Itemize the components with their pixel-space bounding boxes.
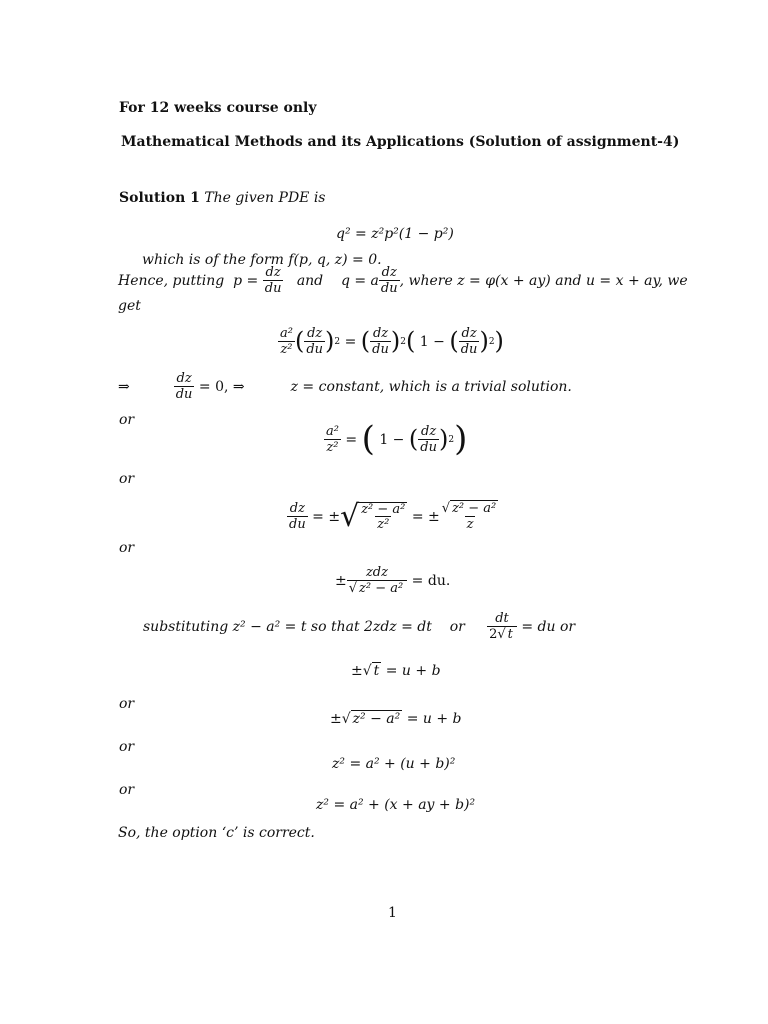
eq-zero: = 0, ⇒ bbox=[198, 378, 245, 395]
pde-equation: q² = z²p²(1 − p²) bbox=[336, 226, 454, 242]
result-4: z² = a² + (x + ay + b)² bbox=[316, 797, 476, 813]
or-3: or bbox=[119, 540, 135, 556]
trivial-line: ⇒ $\frac{dz}{du}$ = 0, ⇒ z = constant, which is a trivial solution. bbox=[118, 371, 572, 402]
equation-3: $\frac{dz}{du}$ = ± √ $\frac{\text{z² − a²}}{\text{z²}}$ = ± $\frac{\text{√ z² − a²}}{z}$ bbox=[289, 498, 497, 534]
equation-1: $\frac{\text{a²}}{\text{z²}}$ ( $\frac{dz}{du}$ ) 2 = ( $\frac{dz}{du}$ ) 2 ( 1 − ( $\frac{dz}{du}$ ) 2 ) bbox=[280, 326, 504, 357]
solution-intro: The given PDE is bbox=[204, 190, 326, 206]
form-text: which is of the form f(p, q, z) = 0. bbox=[142, 252, 382, 268]
and-word: and bbox=[296, 272, 324, 289]
q-eq: q = a bbox=[340, 272, 379, 289]
substitution-line: substituting z² − a² = t so that 2zdz = dt or $\frac{dt}{2√ t}$ = du or bbox=[143, 611, 576, 642]
p-fraction: $\frac{dz}{du}$ bbox=[264, 265, 282, 296]
result-3: z² = a² + (u + b)² bbox=[332, 756, 456, 772]
page-number: 1 bbox=[388, 905, 397, 921]
course-note: For 12 weeks course only bbox=[119, 100, 317, 116]
equation-2: $\frac{\text{a²}}{\text{z²}}$ = ( 1 − ( $\frac{dz}{du}$ ) 2 ) bbox=[326, 419, 468, 460]
conclusion: So, the option ‘c’ is correct. bbox=[118, 825, 315, 841]
hence-prefix: Hence, putting bbox=[118, 272, 225, 289]
hence-line bbox=[118, 266, 688, 295]
or-1: or bbox=[119, 412, 135, 428]
solution-label: Solution 1 bbox=[119, 190, 200, 206]
result-2: ±√ z² − a² = u + b bbox=[330, 711, 462, 727]
or-2: or bbox=[119, 471, 135, 487]
solution-heading bbox=[119, 191, 326, 205]
result-1: ±√ t = u + b bbox=[351, 663, 441, 679]
equation-4: ± $\frac{\text{zdz}}{\text{√ z² − a²}}$ = du. bbox=[335, 565, 451, 596]
q-fraction: $\frac{dz}{du}$ bbox=[380, 265, 398, 296]
or-5: or bbox=[119, 739, 135, 755]
or-4: or bbox=[119, 696, 135, 712]
subst-text: substituting z² − a² = t so that 2zdz = dt bbox=[143, 618, 432, 635]
implies-symbol: ⇒ bbox=[118, 378, 130, 395]
get-word: get bbox=[118, 298, 141, 314]
p-eq: p = bbox=[233, 272, 259, 289]
or-6: or bbox=[119, 782, 135, 798]
doc-title: Mathematical Methods and its Applications (Solution of assignment-4) bbox=[121, 134, 680, 150]
where-text: , where z = φ(x + ay) and u = x + ay, we bbox=[399, 272, 688, 289]
trivial-text: z = constant, which is a trivial solution. bbox=[290, 378, 572, 395]
